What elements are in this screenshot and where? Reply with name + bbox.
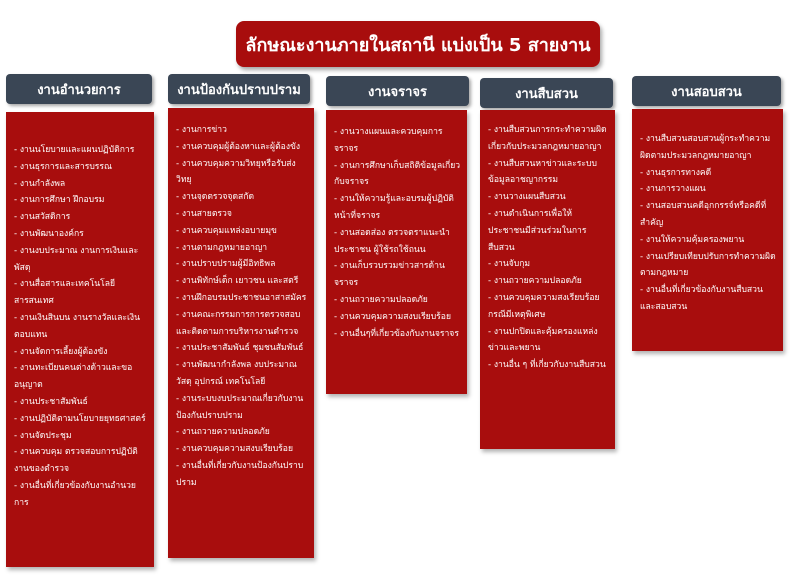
task-item: - งานจัดการเลี้ยงผู้ต้องขัง bbox=[14, 346, 108, 357]
task-item: - งานสวัสดิการ bbox=[14, 212, 71, 223]
task-item: - งานกำลังพล bbox=[14, 178, 66, 189]
task-item: - งานระบบงบประมาณเกี่ยวกับงานป้องกันปราบปราม bbox=[176, 393, 304, 421]
task-item: - งานตามกฎหมายอาญา bbox=[176, 242, 268, 253]
task-item: - งานการศึกษาเก็บสถิติข้อมูลเกี่ยวกับจราจร bbox=[334, 160, 461, 188]
task-list-prevention-suppression bbox=[176, 122, 308, 492]
task-item: - งานอื่นที่เกี่ยวข้องกับงานสืบสวนและสอบสวน bbox=[640, 285, 763, 312]
task-item: - งานธุรการทางคดี bbox=[640, 167, 712, 178]
task-list-traffic bbox=[334, 124, 461, 342]
task-item: - งานควบคุมความสงบเรียบร้อย bbox=[176, 444, 293, 455]
task-item: - งานสืบสวนหาข่าวและระบบข้อมูลอาชญากรรม bbox=[488, 158, 597, 186]
task-item: - งานจัดประชุม bbox=[14, 430, 72, 441]
task-item: - งานถวายความปลอดภัย bbox=[488, 276, 582, 287]
task-item: - งานธุรการและสารบรรณ bbox=[14, 161, 113, 172]
task-item: - งานปกปิดและคุ้มครองแหล่งข่าวและพยาน bbox=[488, 326, 598, 354]
task-item: - งานพิทักษ์เด็ก เยาวชน และสตรี bbox=[176, 276, 299, 287]
task-item: - งานควบคุมความสงบเรียบร้อย bbox=[334, 311, 451, 322]
task-item: - งานอื่นที่เกี่ยวกับงานป้องกันปราบปราม bbox=[176, 460, 304, 488]
task-item: - งานจับกุม bbox=[488, 259, 531, 270]
task-item: - งานฝึกอบรมประชาชนอาสาสมัคร bbox=[176, 292, 307, 303]
task-item: - งานควบคุมผู้ต้องหาและผู้ต้องขัง bbox=[176, 141, 301, 152]
task-item: - งานปฏิบัติตามนโยบายยุทธศาสตร์ bbox=[14, 413, 146, 424]
diagram-title: ลักษณะงานภายในสถานี แบ่งเป็น 5 สายงาน bbox=[236, 21, 600, 67]
task-item: - งานปราบปรามผู้มีอิทธิพล bbox=[176, 259, 276, 270]
task-item: - งานควบคุมความสงเรียบร้อยกรณีมีเหตุพิเศษ bbox=[488, 292, 600, 320]
column-header-investigation: งานสืบสวน bbox=[480, 78, 613, 108]
task-item: - งานพัฒนากำลังพล งบประมาณวัสดุ อุปกรณ์ เทคโนโลยี bbox=[176, 360, 297, 387]
column-header-prevention-suppression: งานป้องกันปราบปราม bbox=[168, 74, 310, 104]
task-item: - งานอื่นๆที่เกี่ยวข้องกับงานจราจร bbox=[334, 328, 459, 339]
task-item: - งานสืบสวนการกระทำความผิดเกี่ยวกับประมวลกฎหมายอาญา bbox=[488, 125, 607, 152]
task-item: - งานสืบสวนสอบสวนผู้กระทำความผิดตามประมวลกฎหมายอาญา bbox=[640, 134, 771, 161]
task-item: - งานงบประมาณ งานการเงินและพัสดุ bbox=[14, 245, 139, 273]
task-item: - งานการวางแผน bbox=[640, 184, 706, 195]
column-header-administration: งานอำนวยการ bbox=[6, 74, 152, 104]
column-body-traffic bbox=[326, 110, 467, 394]
task-item: - งานสอบสวนคดีอุกกรรจ์หรือคดีที่สำคัญ bbox=[640, 201, 767, 228]
task-item: - งานควบคุมแหล่งอบายมุข bbox=[176, 225, 277, 236]
column-body-prevention-suppression bbox=[168, 108, 314, 558]
task-item: - งานการข่าว bbox=[176, 125, 227, 135]
task-item: - งานให้ความคุ้มครองพยาน bbox=[640, 234, 745, 245]
task-item: - งานสายตรวจ bbox=[176, 208, 232, 219]
task-item: - งานสอดส่อง ตรวจตราแนะนำประชาชน ผู้ใช้รถใช้ถนน bbox=[334, 227, 450, 255]
task-item: - งานอื่น ๆ ที่เกี่ยวกับงานสืบสวน bbox=[488, 360, 606, 371]
task-item: - งานพัฒนาองค์กร bbox=[14, 228, 84, 239]
task-item: - งานเงินสินบน งานรางวัลและเงินตอบแทน bbox=[14, 312, 140, 340]
task-item: - งานอื่นที่เกี่ยวข้องกับงานอำนวยการ bbox=[14, 480, 136, 508]
task-item: - งานถวายความปลอดภัย bbox=[176, 427, 270, 438]
task-item: - งานวางแผนสืบสวน bbox=[488, 192, 566, 203]
task-item: - งานเปรียบเทียบปรับการทำความผิดตามกฎหมาย bbox=[640, 251, 776, 279]
task-item: - งานประชาสัมพันธ์ bbox=[14, 396, 88, 407]
task-item: - งานประชาสัมพันธ์ ชุมชนสัมพันธ์ bbox=[176, 343, 304, 354]
task-item: - งานจุดตรวจจุดสกัด bbox=[176, 192, 255, 203]
task-item: - งานนโยบายและแผนปฏิบัติการ bbox=[14, 145, 135, 155]
task-item: - งานคณะกรรมการการตรวจสอบและติดตามการบริหารงานตำรวจ bbox=[176, 309, 301, 337]
task-list-investigation bbox=[488, 122, 609, 374]
column-body-administration bbox=[6, 112, 154, 567]
task-item: - งานควบคุม ตรวจสอบการปฏิบัติงานของตำรวจ bbox=[14, 447, 138, 475]
task-item: - งานการศึกษา ฝึกอบรม bbox=[14, 195, 105, 206]
task-item: - งานดำเนินการเพื่อให้ประชาชนมีส่วนร่วมในการสืบสวน bbox=[488, 208, 587, 253]
column-body-inquiry bbox=[632, 109, 783, 351]
task-item: - งานสื่อสารและเทคโนโลยีสารสนเทศ bbox=[14, 279, 116, 307]
task-list-administration bbox=[14, 142, 148, 512]
task-item: - งานเก็บรวบรวมข่าวสารด้านจราจร bbox=[334, 261, 445, 289]
task-item: - งานให้ความรู้และอบรมผู้ปฏิบัติหน้าที่จราจร bbox=[334, 194, 454, 221]
task-list-inquiry bbox=[640, 131, 777, 316]
task-item: - งานควบคุมความวิทยุหรือรับส่งวิทยุ bbox=[176, 158, 296, 186]
column-header-traffic: งานจราจร bbox=[326, 76, 469, 106]
task-item: - งานวางแผนและควบคุมการจราจร bbox=[334, 127, 443, 154]
task-item: - งานทะเบียนคนต่างด้าวและขออนุญาต bbox=[14, 363, 133, 391]
column-body-investigation bbox=[480, 110, 615, 449]
task-item: - งานถวายความปลอดภัย bbox=[334, 294, 428, 305]
column-header-inquiry: งานสอบสวน bbox=[632, 76, 781, 106]
